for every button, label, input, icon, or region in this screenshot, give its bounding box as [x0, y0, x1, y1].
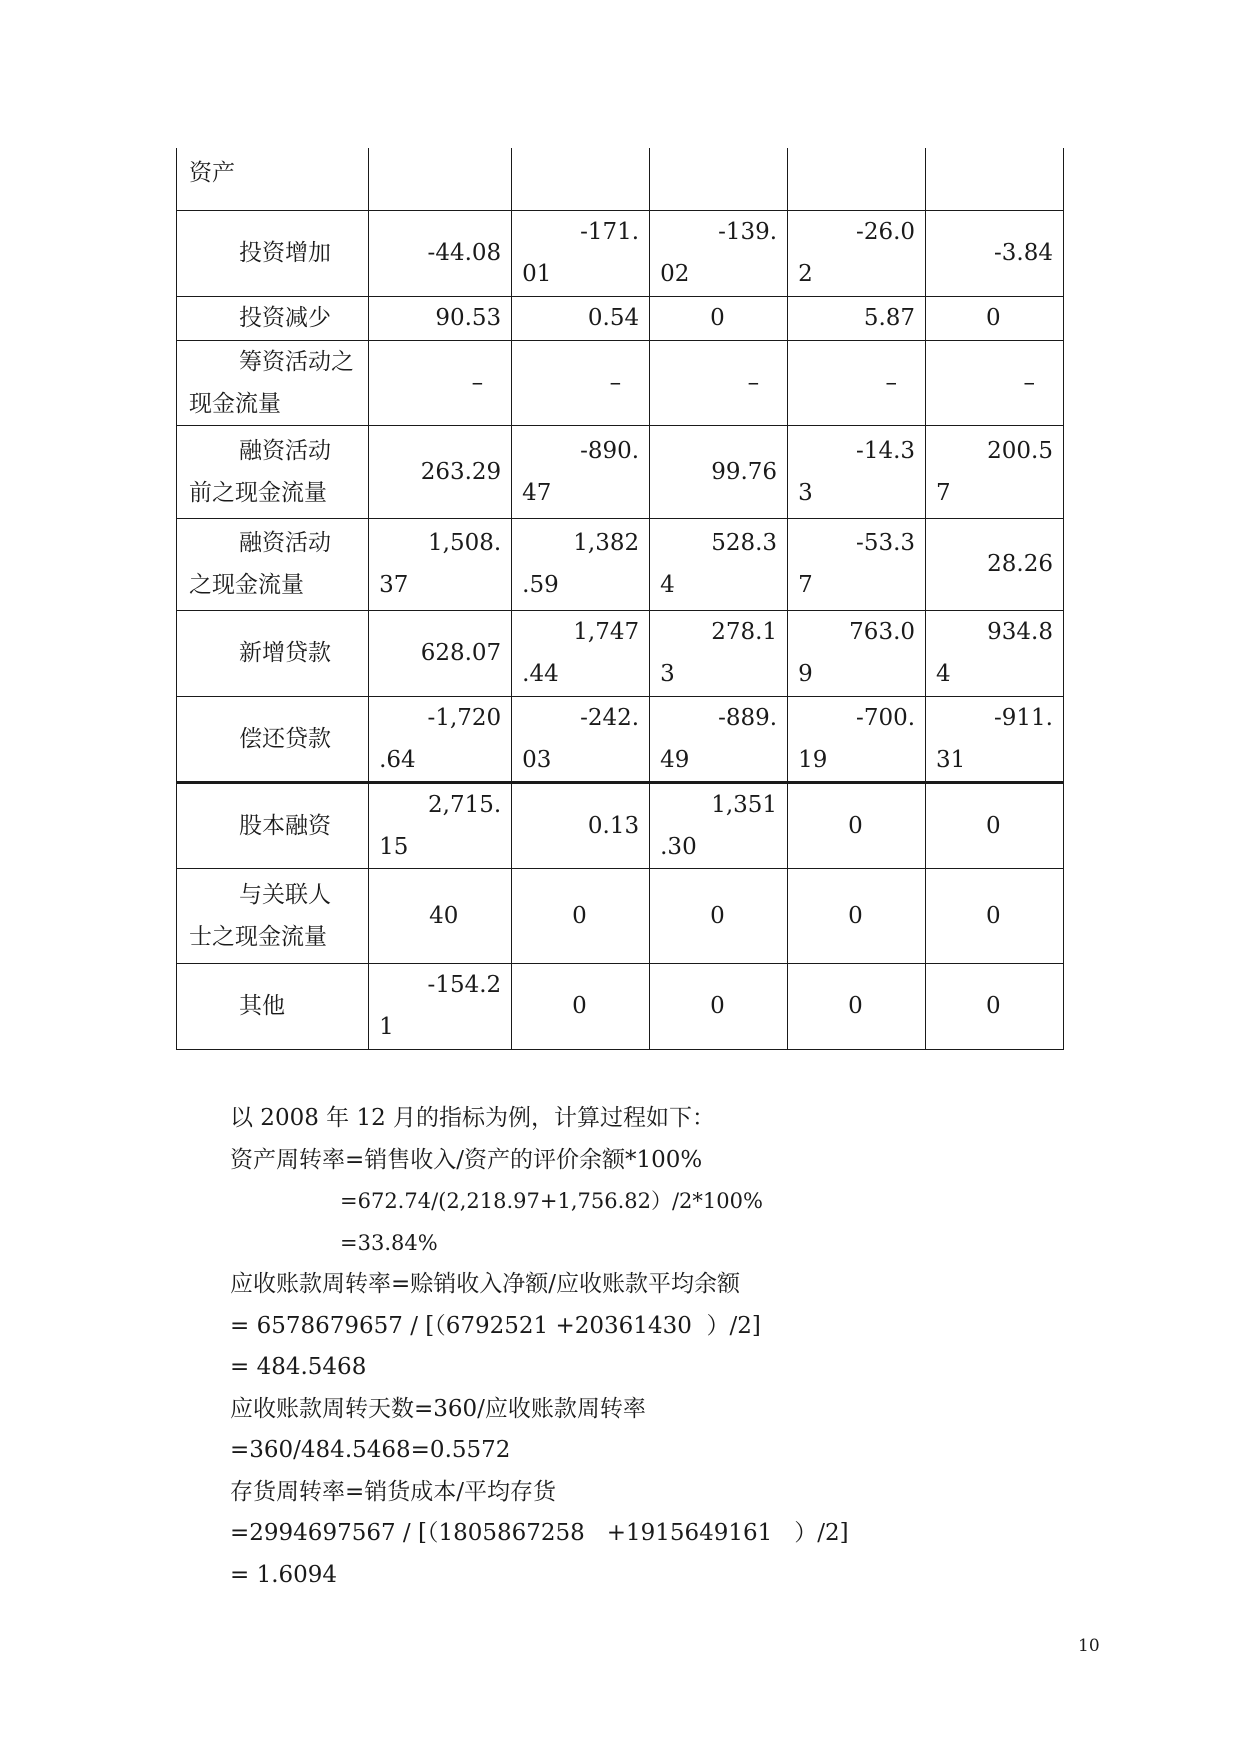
table-cell: 0	[926, 783, 1064, 869]
table-cell: 0	[650, 869, 788, 963]
text-line: = 484.5468	[230, 1354, 367, 1380]
table-cell	[926, 148, 1064, 210]
table-cell: 40	[369, 869, 512, 963]
text-line: = 1.6094	[230, 1561, 338, 1588]
text-line: 资产周转率=销售收入/资产的评价余额*100%	[230, 1146, 703, 1173]
table-row	[177, 610, 1064, 696]
table-cell: -911. 31	[926, 696, 1064, 782]
row-label: 筹资活动之 现金流量	[177, 341, 369, 426]
table-cell: 528.3 4	[650, 518, 788, 610]
table-cell: 0.13	[512, 783, 650, 869]
text-line: 应收账款周转天数=360/应收账款周转率	[230, 1395, 646, 1422]
table-cell: -26.0 2	[788, 210, 926, 296]
table-cell: –	[926, 341, 1064, 426]
text-line: =360/484.5468=0.5572	[230, 1437, 511, 1463]
table-cell: 763.0 9	[788, 610, 926, 696]
table-cell: 1,747 .44	[512, 610, 650, 696]
table-row	[177, 518, 1064, 610]
table-cell	[369, 148, 512, 210]
table-cell: 278.1 3	[650, 610, 788, 696]
row-label: 投资减少	[177, 296, 369, 340]
row-label: 股本融资	[177, 783, 369, 869]
table-row	[177, 426, 1064, 518]
table-cell: -139. 02	[650, 210, 788, 296]
table-cell: 90.53	[369, 296, 512, 340]
table-cell: –	[650, 341, 788, 426]
text-line: =33.84%	[340, 1230, 438, 1255]
row-label: 资产	[177, 148, 369, 210]
table-cell: -171. 01	[512, 210, 650, 296]
text-line: =672.74/(2,218.97+1,756.82）/2*100%	[340, 1189, 763, 1213]
table-cell: -44.08	[369, 210, 512, 296]
row-label: 其他	[177, 963, 369, 1049]
table-cell: 0	[788, 783, 926, 869]
table-cell: 0	[650, 296, 788, 340]
table-cell: 1,508. 37	[369, 518, 512, 610]
text-line: = 6578679657 / [（6792521 +20361430 ）/2]	[230, 1312, 761, 1339]
table-cell: 0	[512, 869, 650, 963]
table-cell: -14.3 3	[788, 426, 926, 518]
table-cell: 200.5 7	[926, 426, 1064, 518]
table-cell: –	[369, 341, 512, 426]
table-cell: 0	[650, 963, 788, 1049]
table-cell: 0.54	[512, 296, 650, 340]
table-cell	[650, 148, 788, 210]
table-row	[177, 210, 1064, 296]
cash-flow-table	[176, 148, 1064, 1050]
row-label: 投资增加	[177, 210, 369, 296]
table-cell: 1,351 .30	[650, 783, 788, 869]
table-cell: 2,715. 15	[369, 783, 512, 869]
calculation-text	[230, 1098, 849, 1596]
table-cell: 628.07	[369, 610, 512, 696]
table-cell	[512, 148, 650, 210]
page-number: 10	[1078, 1636, 1100, 1656]
table-cell: -53.3 7	[788, 518, 926, 610]
table-cell	[788, 148, 926, 210]
table-cell: -154.2 1	[369, 963, 512, 1049]
row-label: 偿还贷款	[177, 696, 369, 782]
text-line: 存货周转率=销货成本/平均存货	[230, 1478, 557, 1505]
table-row	[177, 696, 1064, 782]
text-line: =2994697567 / [（1805867258 +1915649161 ）/2]	[230, 1520, 849, 1546]
table-cell: -242. 03	[512, 696, 650, 782]
text-line: 应收账款周转率=赊销收入净额/应收账款平均余额	[230, 1271, 741, 1297]
table-cell: –	[512, 341, 650, 426]
table-row	[177, 869, 1064, 963]
table-row	[177, 296, 1064, 340]
table-cell: 0	[788, 869, 926, 963]
table-row	[177, 963, 1064, 1049]
table-cell: -889. 49	[650, 696, 788, 782]
table-cell: -890. 47	[512, 426, 650, 518]
table-row	[177, 148, 1064, 210]
table-cell: 0	[926, 869, 1064, 963]
row-label: 新增贷款	[177, 610, 369, 696]
table-cell: 263.29	[369, 426, 512, 518]
table-cell: 0	[512, 963, 650, 1049]
table-cell: –	[788, 341, 926, 426]
table-cell: 1,382 .59	[512, 518, 650, 610]
table-cell: -3.84	[926, 210, 1064, 296]
row-label: 融资活动 之现金流量	[177, 518, 369, 610]
row-label: 融资活动 前之现金流量	[177, 426, 369, 518]
table-cell: 99.76	[650, 426, 788, 518]
table-cell: 0	[926, 963, 1064, 1049]
table-cell: 0	[926, 296, 1064, 340]
table-row	[177, 783, 1064, 869]
table-cell: 934.8 4	[926, 610, 1064, 696]
table-cell: -700. 19	[788, 696, 926, 782]
text-line: 以 2008 年 12 月的指标为例，计算过程如下：	[230, 1105, 716, 1131]
row-label: 与关联人 士之现金流量	[177, 869, 369, 963]
table-cell: 28.26	[926, 518, 1064, 610]
table-cell: -1,720 .64	[369, 696, 512, 782]
table-cell: 0	[788, 963, 926, 1049]
table-row	[177, 341, 1064, 426]
table-cell: 5.87	[788, 296, 926, 340]
